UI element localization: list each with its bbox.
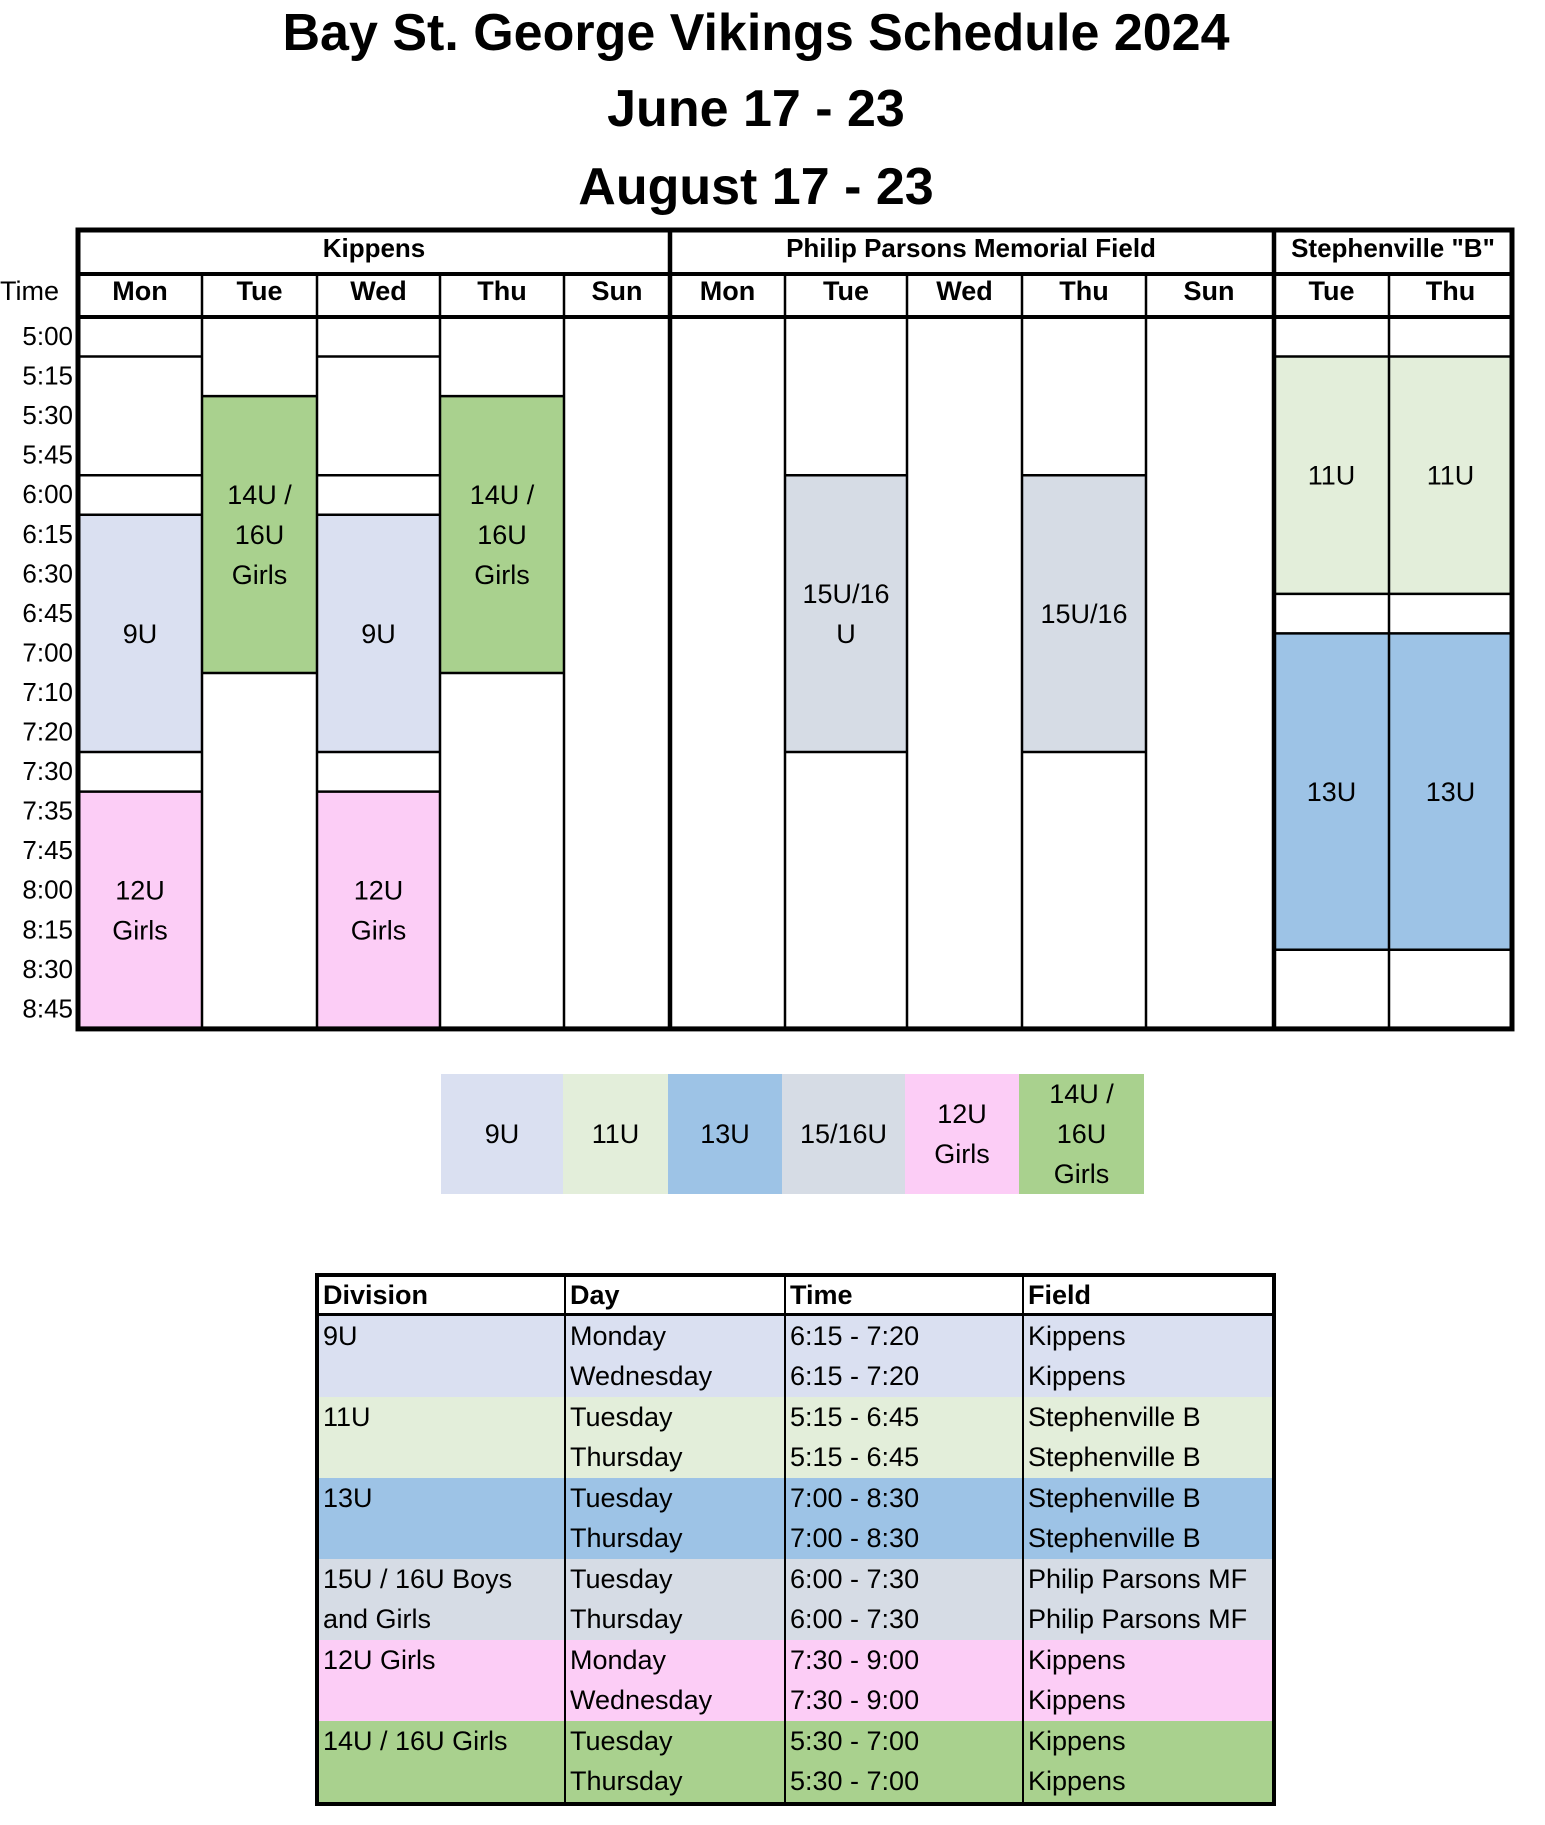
cell-time: 7:30 - 9:00 [785,1681,1023,1722]
cell-division: 9U [323,1320,358,1351]
schedule-block-label: 14U / 16U Girls [469,479,535,590]
header-day: Day [565,1275,785,1315]
cell-day: Monday [565,1640,785,1681]
cell-field: Philip Parsons MF [1023,1559,1274,1600]
table-row [317,1721,1274,1762]
time-label: 8:45 [22,993,73,1024]
schedule-block-label: 9U [122,618,158,649]
time-label: 7:10 [22,676,73,707]
cell-division [317,1519,565,1560]
schedule-block-label: 11U [1307,460,1356,491]
time-label: 8:30 [22,953,73,984]
cell-time: 5:15 - 6:45 [785,1397,1023,1438]
cell-day: Thursday [565,1438,785,1479]
day-header: Sun [591,276,643,306]
cell-day: Thursday [565,1519,785,1560]
schedule-block-label: 13U [1425,777,1476,808]
legend-swatch: 14U / 16U Girls [1019,1074,1144,1194]
cell-day: Wednesday [565,1681,785,1722]
schedule-block-label: 11U [1426,460,1475,491]
day-header: Thu [1425,276,1476,306]
day-header: Thu [1059,276,1109,306]
cell-field: Kippens [1023,1357,1274,1398]
cell-field: Stephenville B [1023,1478,1274,1519]
cell-field: Stephenville B [1023,1519,1274,1560]
cell-field: Kippens [1023,1721,1274,1762]
cell-time: 6:15 - 7:20 [785,1357,1023,1398]
table-row [317,1600,1274,1641]
day-header: Wed [350,276,407,306]
day-header: Wed [936,276,993,306]
field-header: Kippens [322,233,426,263]
time-header: Time [0,276,59,306]
table-row [317,1519,1274,1560]
time-label: 5:45 [22,439,73,470]
cell-time: 5:30 - 7:00 [785,1721,1023,1762]
table-row [317,1438,1274,1479]
time-label: 6:15 [22,518,73,549]
date-range-august: August 17 - 23 [578,158,934,216]
cell-division [317,1762,565,1805]
cell-division: 14U / 16U Girls [323,1725,508,1756]
day-header: Tue [823,276,869,306]
header-division: Division [317,1275,565,1315]
cell-time: 6:00 - 7:30 [785,1559,1023,1600]
time-label: 7:00 [22,637,73,668]
cell-day: Thursday [565,1600,785,1641]
schedule-block-12u-girls [317,792,440,1029]
cell-division [317,1438,565,1479]
cell-division: 15U / 16U Boys [323,1563,513,1594]
cell-division [317,1681,565,1722]
time-label: 7:20 [22,716,73,747]
schedule-block-15-16u [785,475,907,752]
legend-swatch: 9U [441,1074,563,1194]
table-row [317,1478,1274,1519]
legend-swatch: 13U [668,1074,782,1194]
field-header: Philip Parsons Memorial Field [786,233,1156,263]
table-row [317,1357,1274,1398]
division-detail-table [315,1273,1276,1806]
time-label: 7:45 [22,835,73,866]
cell-day: Tuesday [565,1397,785,1438]
cell-field: Kippens [1023,1762,1274,1805]
cell-field: Philip Parsons MF [1023,1600,1274,1641]
legend-swatch: 11U [563,1074,668,1194]
cell-day: Thursday [565,1762,785,1805]
cell-day: Tuesday [565,1559,785,1600]
schedule-block-label: 14U / 16U Girls [227,479,292,590]
cell-division: 12U Girls [323,1644,436,1675]
cell-field: Stephenville B [1023,1397,1274,1438]
schedule-title: Bay St. George Vikings Schedule 2024 [282,4,1230,62]
day-header: Tue [236,276,283,306]
header-field: Field [1023,1275,1274,1315]
cell-time: 7:00 - 8:30 [785,1478,1023,1519]
cell-field: Stephenville B [1023,1438,1274,1479]
time-label: 6:45 [22,597,73,628]
cell-time: 5:15 - 6:45 [785,1438,1023,1479]
table-row [317,1559,1274,1600]
cell-day: Tuesday [565,1478,785,1519]
schedule-block-label: 15U/16 [1040,599,1128,630]
cell-division: 11U [323,1401,371,1432]
day-header: Thu [477,276,527,306]
schedule-block-label: 12U Girls [350,875,407,946]
cell-time: 6:00 - 7:30 [785,1600,1023,1641]
day-header: Mon [699,276,756,306]
cell-field: Kippens [1023,1640,1274,1681]
schedule-block-label: 12U Girls [112,875,168,946]
time-label: 7:30 [22,756,73,787]
day-header: Tue [1308,276,1355,306]
time-label: 5:00 [22,321,73,351]
table-row [317,1681,1274,1722]
schedule-block-12u-girls [78,792,202,1029]
cell-field: Kippens [1023,1681,1274,1722]
time-label: 7:35 [22,795,73,826]
cell-time: 7:00 - 8:30 [785,1519,1023,1560]
cell-time: 5:30 - 7:00 [785,1762,1023,1805]
legend-swatch: 15/16U [782,1074,905,1194]
time-label: 6:00 [22,479,73,510]
time-label: 5:15 [22,360,73,391]
cell-time: 6:15 - 7:20 [785,1315,1023,1357]
cell-division: 13U [323,1482,373,1513]
division-color-legend [441,1074,1144,1194]
detail-header-row [317,1275,1274,1315]
time-label: 6:30 [22,558,73,589]
table-row [317,1315,1274,1357]
header-time: Time [785,1275,1023,1315]
date-range-june: June 17 - 23 [607,80,905,138]
time-label: 5:30 [22,400,73,431]
schedule-block-label: 9U [361,618,396,649]
legend-swatch: 12U Girls [905,1074,1019,1194]
day-header: Sun [1183,276,1235,306]
cell-field: Kippens [1023,1315,1274,1357]
cell-time: 7:30 - 9:00 [785,1640,1023,1681]
schedule-block-label: 13U [1306,777,1357,808]
cell-day: Monday [565,1315,785,1357]
time-label: 8:15 [22,914,73,945]
field-header: Stephenville "B" [1291,233,1495,263]
table-row [317,1640,1274,1681]
cell-day: Tuesday [565,1721,785,1762]
cell-division: and Girls [323,1604,432,1635]
cell-day: Wednesday [565,1357,785,1398]
table-row [317,1762,1274,1805]
schedule-block-label: 15U/16 U [802,579,890,650]
day-header: Mon [112,276,168,306]
cell-division [317,1357,565,1398]
time-label: 8:00 [22,874,73,905]
table-row [317,1397,1274,1438]
